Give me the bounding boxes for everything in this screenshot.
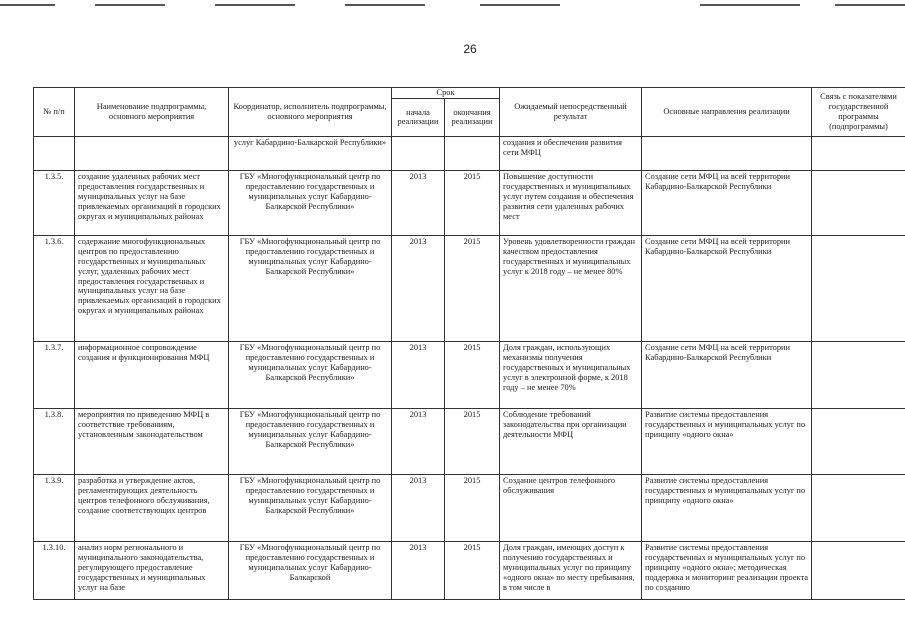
header-end: окончания реализации <box>445 98 500 136</box>
cell-directions: Развитие системы предоставления государственных и муниципальных услуг по принципу «одного окна»; методическая поддержка и мониторинг реализации проекта по созданию <box>642 541 812 599</box>
cell-num: 1.3.8. <box>34 408 75 474</box>
cell-link <box>812 541 905 599</box>
table-row <box>34 541 905 599</box>
table-row <box>34 408 905 474</box>
header-num: № п/п <box>34 88 75 137</box>
cell-start: 2013 <box>392 541 445 599</box>
cell-num: 1.3.7. <box>34 341 75 408</box>
cell-end: 2015 <box>445 235 500 341</box>
cell-directions: Развитие системы предоставления государственных и муниципальных услуг по принципу «одного окна» <box>642 474 812 541</box>
cell-link <box>812 341 905 408</box>
cell-end: 2015 <box>445 474 500 541</box>
header-start: начала реализации <box>392 98 445 136</box>
cell-name: информационное сопровождение создания и функционирования МФЦ <box>75 341 229 408</box>
top-edge-line <box>700 4 800 6</box>
header-coordinator: Координатор, исполнитель подпрограммы, основного мероприятия <box>229 88 392 137</box>
cell-coordinator: ГБУ «Многофункциональный центр по предоставлению государственных и муниципальных услуг Кабардино-Балкарской Республики» <box>229 408 392 474</box>
cell-result: создания и обеспечения развития сети МФЦ <box>500 136 642 170</box>
cell-directions <box>642 136 812 170</box>
cell-result: Доля граждан, использующих механизмы получения государственных и муниципальных услуг в электронной форме, к 2018 году – не менее 70% <box>500 341 642 408</box>
cell-start: 2013 <box>392 341 445 408</box>
cell-start: 2013 <box>392 170 445 235</box>
cell-end: 2015 <box>445 170 500 235</box>
cell-end: 2015 <box>445 341 500 408</box>
cell-coordinator: ГБУ «Многофункциональный центр по предоставлению государственных и муниципальных услуг Кабардино-Балкарской Республики» <box>229 170 392 235</box>
table-row <box>34 235 905 341</box>
cell-name: содержание многофункциональных центров по предоставлению государственных и муниципальных услуг, удаленных рабочих мест предоставления государственных и муниципальных услуг на базе привлекаемых организаций в городских округах и муниципальных районах <box>75 235 229 341</box>
cell-coordinator: ГБУ «Многофункциональный центр по предоставлению государственных и муниципальных услуг Кабардино-Балкарской <box>229 541 392 599</box>
cell-num: 1.3.6. <box>34 235 75 341</box>
cell-result: Доля граждан, имеющих доступ к получению государственных и муниципальных услуг по принципу «одного окна» по месту пребывания, в том числе в <box>500 541 642 599</box>
header-srok: Срок <box>392 88 500 99</box>
cell-directions: Создание сети МФЦ на всей территории Кабардино-Балкарской Республики <box>642 341 812 408</box>
top-edge-line <box>215 4 295 6</box>
cell-coordinator: ГБУ «Многофункциональный центр по предоставлению государственных и муниципальных услуг Кабардино-Балкарской Республики» <box>229 474 392 541</box>
cell-start: 2013 <box>392 408 445 474</box>
cell-result: Уровень удовлетворенности граждан качеством предоставления государственных и муниципальных услуг к 2018 году – не менее 80% <box>500 235 642 341</box>
cell-name: мероприятия по приведению МФЦ в соответствие требованиям, установленным законодательством <box>75 408 229 474</box>
cell-result: Повышение доступности государственных и муниципальных услуг путем создания и обеспечения развития сети удаленных рабочих мест <box>500 170 642 235</box>
cell-num: 1.3.5. <box>34 170 75 235</box>
cell-coordinator: ГБУ «Многофункциональный центр по предоставлению государственных и муниципальных услуг Кабардино-Балкарской Республики» <box>229 235 392 341</box>
cell-start: 2013 <box>392 474 445 541</box>
header-link: Связь с показателями государственной программы (подпрограммы) <box>812 88 905 137</box>
top-edge-line <box>0 4 55 6</box>
program-table <box>33 87 905 600</box>
table-row <box>34 341 905 408</box>
cell-num: 1.3.10. <box>34 541 75 599</box>
cell-name: анализ норм регионального и муниципального законодательства, регулирующего предоставление государственных и муниципальных услуг на базе <box>75 541 229 599</box>
header-directions: Основные направления реализации <box>642 88 812 137</box>
cell-end: 2015 <box>445 541 500 599</box>
cell-coordinator: услуг Кабардино-Балкарской Республики» <box>229 136 392 170</box>
top-edge-line <box>345 4 425 6</box>
cell-result: Соблюдение требований законодательства при организации деятельности МФЦ <box>500 408 642 474</box>
table-header-row <box>34 88 905 99</box>
cell-link <box>812 170 905 235</box>
cell-num: 1.3.9. <box>34 474 75 541</box>
cell-name <box>75 136 229 170</box>
top-edge-line <box>95 4 165 6</box>
cell-link <box>812 474 905 541</box>
top-edge-line <box>835 4 905 6</box>
header-name: Наименование подпрограммы, основного мероприятия <box>75 88 229 137</box>
cell-link <box>812 235 905 341</box>
table-row-continuation <box>34 136 905 170</box>
cell-directions: Создание сети МФЦ на всей территории Кабардино-Балкарской Республики <box>642 170 812 235</box>
cell-directions: Развитие системы предоставления государственных и муниципальных услуг по принципу «одного окна» <box>642 408 812 474</box>
cell-end: 2015 <box>445 408 500 474</box>
top-edge-line <box>480 4 560 6</box>
cell-name: создание удаленных рабочих мест предоставления государственных и муниципальных услуг на базе привлекаемых организаций в городских округах и муниципальных районах <box>75 170 229 235</box>
cell-coordinator: ГБУ «Многофункциональный центр по предоставлению государственных и муниципальных услуг Кабардино-Балкарской Республики» <box>229 341 392 408</box>
table-row <box>34 170 905 235</box>
cell-link <box>812 408 905 474</box>
cell-result: Создание центров телефонного обслуживания <box>500 474 642 541</box>
cell-link <box>812 136 905 170</box>
header-result: Ожидаемый непосредственный результат <box>500 88 642 137</box>
cell-directions: Создание сети МФЦ на всей территории Кабардино-Балкарской Республики <box>642 235 812 341</box>
cell-num <box>34 136 75 170</box>
page-number: 26 <box>463 42 477 56</box>
table-row <box>34 474 905 541</box>
cell-start: 2013 <box>392 235 445 341</box>
cell-end <box>445 136 500 170</box>
cell-start <box>392 136 445 170</box>
cell-name: разработка и утверждение актов, регламентирующих деятельность центров телефонного обслуживания, создание соответствующих центров <box>75 474 229 541</box>
